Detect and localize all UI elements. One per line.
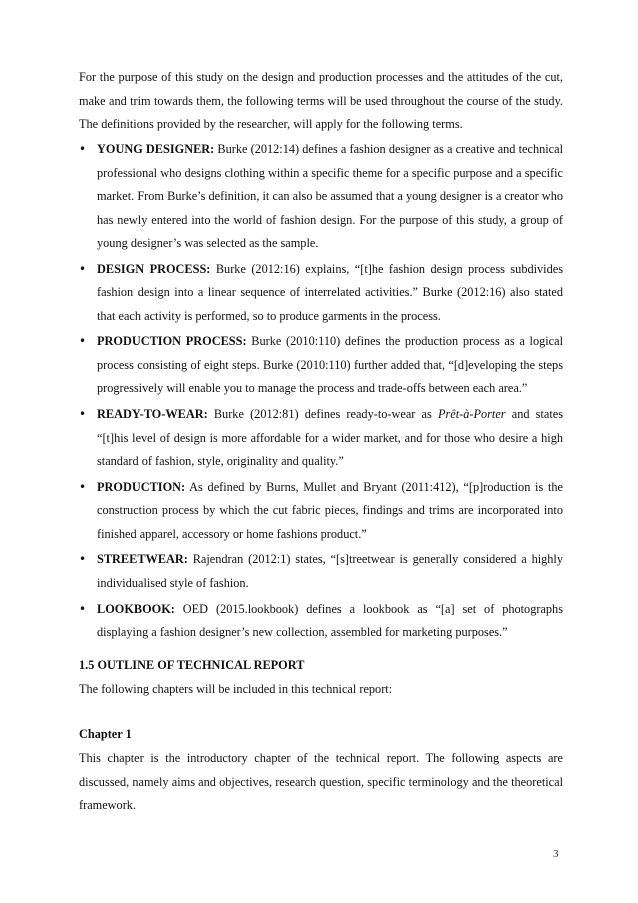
section-intro: The following chapters will be included in this technical report: [79, 682, 393, 696]
definition-term: STREETWEAR: [97, 552, 188, 567]
definition-production [79, 476, 563, 547]
bullet-icon: • [79, 601, 87, 616]
definition-young-designer [79, 138, 563, 256]
definition-term: PRODUCTION: [97, 479, 186, 494]
definition-ready-to-wear [79, 403, 563, 474]
definition-term: PRODUCTION PROCESS: [97, 334, 247, 349]
definition-text-before: Burke (2012:81) defines ready-to-wear as [207, 407, 438, 422]
bullet-icon: • [79, 407, 87, 422]
chapter-heading: Chapter 1 [79, 727, 132, 741]
definition-streetwear [79, 548, 563, 595]
definition-term: DESIGN PROCESS: [97, 261, 211, 276]
page-number: 3 [553, 848, 559, 860]
definition-text: Rajendran (2012:1) states, “[s]treetwear is generally considered a highly individualised style of fashion. [97, 552, 563, 590]
definition-term: LOOKBOOK: [97, 601, 175, 616]
definition-design-process [79, 258, 563, 329]
section-heading: 1.5 OUTLINE OF TECHNICAL REPORT [79, 658, 305, 672]
definitions-list [79, 138, 563, 647]
intro-paragraph: For the purpose of this study on the design and production processes and the attitudes of the cut, make and trim towards them, the following terms will be used throughout the course of the study. The definitions provided by the researcher, will apply for the following terms. [79, 70, 563, 131]
chapter-text: This chapter is the introductory chapter of the technical report. The following aspects are discussed, namely aims and objectives, research question, specific terminology and the theoretical framework. [79, 751, 563, 812]
definition-lookbook [79, 598, 563, 645]
definition-italic-term: Prêt-à-Porter [437, 407, 506, 422]
bullet-icon: • [79, 261, 87, 276]
definition-term: YOUNG DESIGNER: [97, 142, 215, 156]
bullet-icon: • [79, 552, 87, 567]
definition-text: As defined by Burns, Mullet and Bryant (2011:412), “[p]roduction is the construction process by which the cut fabric pieces, findings and trims are incorporated into finished apparel, accessory or home fashions product.” [97, 479, 563, 541]
bullet-icon: • [79, 334, 87, 349]
definition-text: Burke (2010:110) defines the production process as a logical process consisting of eight steps. Burke (2010:110) further added that, “[d]eveloping the steps progressively will enable you to manage the process and trade-offs between each area.” [97, 334, 564, 396]
definition-text: Burke (2012:16) explains, “[t]he fashion design process subdivides fashion design into a linear sequence of interrelated activities.” Burke (2012:16) also stated that each activity is performed, so to produce garments in the process. [97, 261, 563, 323]
definition-production-process [79, 330, 563, 401]
bullet-icon: • [79, 142, 87, 156]
definition-term: READY-TO-WEAR: [97, 407, 208, 422]
definition-text: Burke (2012:14) defines a fashion designer as a creative and technical professional who designs clothing within a specific theme for a specific purpose and a specific market. From Burke’s definition, it can also be assumed that a young designer is a creator who has newly entered into the world of fashion design. For the purpose of this study, a group of young designer’s was selected as the sample. [97, 142, 563, 250]
definition-text: and states “[t]his level of design is more affordable for a wider market, and for those who desire a high standard of fashion, style, originality and quality.” [97, 407, 563, 469]
bullet-icon: • [79, 479, 87, 494]
definition-text: OED (2015.lookbook) defines a lookbook as “[a] set of photographs displaying a fashion designer’s new collection, assembled for marketing purposes.” [97, 601, 563, 640]
